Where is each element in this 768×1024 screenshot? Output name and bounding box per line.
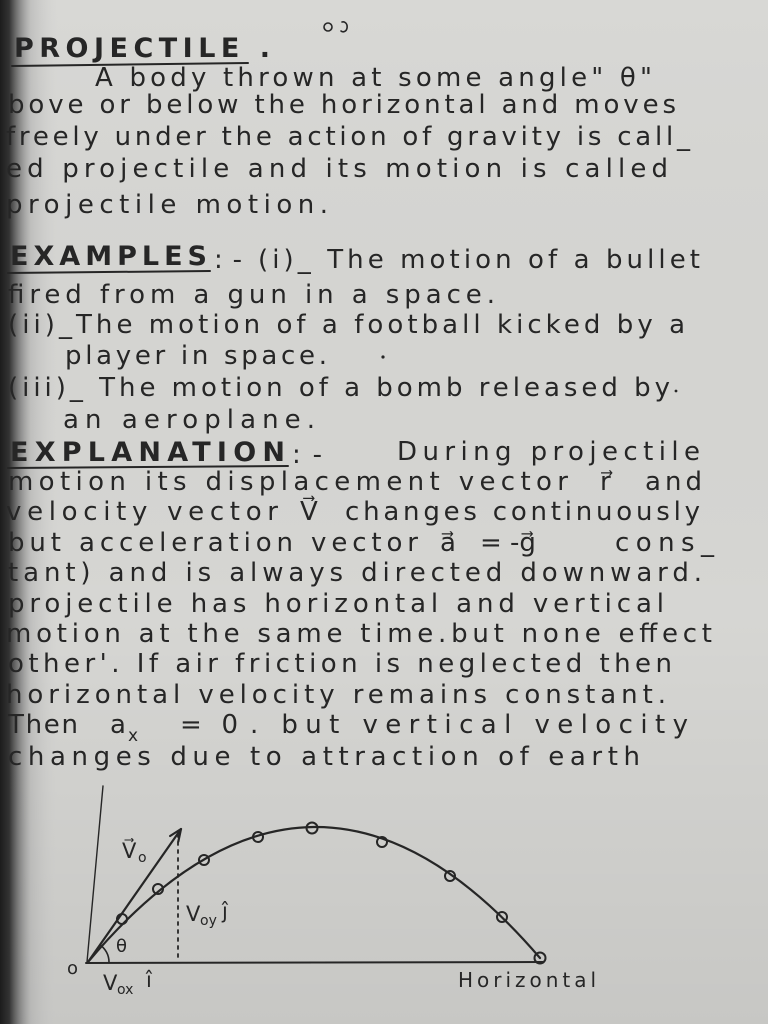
- vertical-unit-vector: ĵ: [222, 899, 228, 923]
- example-line: (ii)_The motion of a football kicked by a: [8, 310, 685, 340]
- examples-separator: :-: [214, 245, 242, 275]
- explanation-line: motion its displacement vector: [8, 467, 568, 497]
- example-line: an aeroplane.: [63, 405, 315, 435]
- explanation-line: horizontal velocity remains constant.: [6, 680, 666, 710]
- explanation-line: and: [645, 467, 702, 497]
- definition-line: ed projectile and its motion is called: [6, 154, 668, 184]
- acceleration-subscript: x: [128, 726, 139, 746]
- acceleration-symbol: a: [110, 710, 126, 740]
- explanation-line: projectile has horizontal and vertical: [8, 589, 664, 619]
- horizontal-axis-label: Horizontal: [458, 968, 596, 992]
- explanation-line: tant) and is always directed downward.: [8, 558, 703, 588]
- explanation-line: changes due to attraction of earth: [8, 742, 640, 772]
- definition-line: freely under the action of gravity is call_: [6, 122, 690, 152]
- angle-label: θ: [116, 936, 128, 957]
- explanation-line: but acceleration vector: [8, 528, 418, 558]
- definition-line: projectile motion.: [6, 190, 328, 220]
- ink-dot: [381, 355, 384, 358]
- explanation-line: velocity vector: [6, 497, 278, 527]
- horizontal-component-label: V: [103, 971, 118, 995]
- explanation-line: other'. If air friction is neglected then: [8, 649, 673, 679]
- acceleration-equals: = 0: [180, 710, 238, 740]
- horizontal-unit-vector: î: [146, 968, 152, 992]
- explanation-line: changes continuously: [345, 497, 700, 527]
- definition-line: bove or below the horizontal and moves: [8, 90, 676, 120]
- example-line: fired from a gun in a space.: [8, 280, 496, 310]
- then-word: Then: [8, 710, 78, 740]
- explanation-line: . but vertical velocity: [250, 710, 688, 740]
- explanation-separator: :-: [292, 440, 322, 470]
- definition-line: A body thrown at some angle" θ": [95, 63, 652, 93]
- ink-dot: [675, 390, 678, 393]
- example-line: (iii)_ The motion of a bomb released by: [8, 373, 670, 403]
- horizontal-axis: [86, 962, 543, 963]
- vertical-component-label: V: [186, 902, 201, 926]
- velocity-vector-symbol: V⃗: [300, 497, 318, 527]
- gravity-equation: = -g⃗: [480, 528, 536, 558]
- examples-heading: EXAMPLES: [10, 241, 207, 272]
- initial-velocity-label: V⃗: [122, 839, 137, 863]
- explanation-heading: EXPLANATION: [10, 437, 285, 468]
- initial-velocity-subscript: o: [138, 850, 147, 866]
- horizontal-component-subscript: ox: [117, 982, 134, 998]
- acceleration-vector-symbol: a⃗: [440, 528, 456, 558]
- explanation-intro: During projectile: [397, 437, 700, 467]
- origin-label: o: [67, 958, 79, 979]
- displacement-vector-symbol: r⃗: [600, 467, 611, 497]
- example-line: player in space.: [65, 341, 327, 371]
- page-title: PROJECTILE .: [14, 33, 270, 64]
- example-line: (i)_ The motion of a bullet: [258, 245, 700, 275]
- explanation-line: motion at the same time.but none effect: [6, 619, 712, 649]
- vertical-component-subscript: oy: [200, 913, 217, 929]
- explanation-line: cons_: [615, 528, 714, 558]
